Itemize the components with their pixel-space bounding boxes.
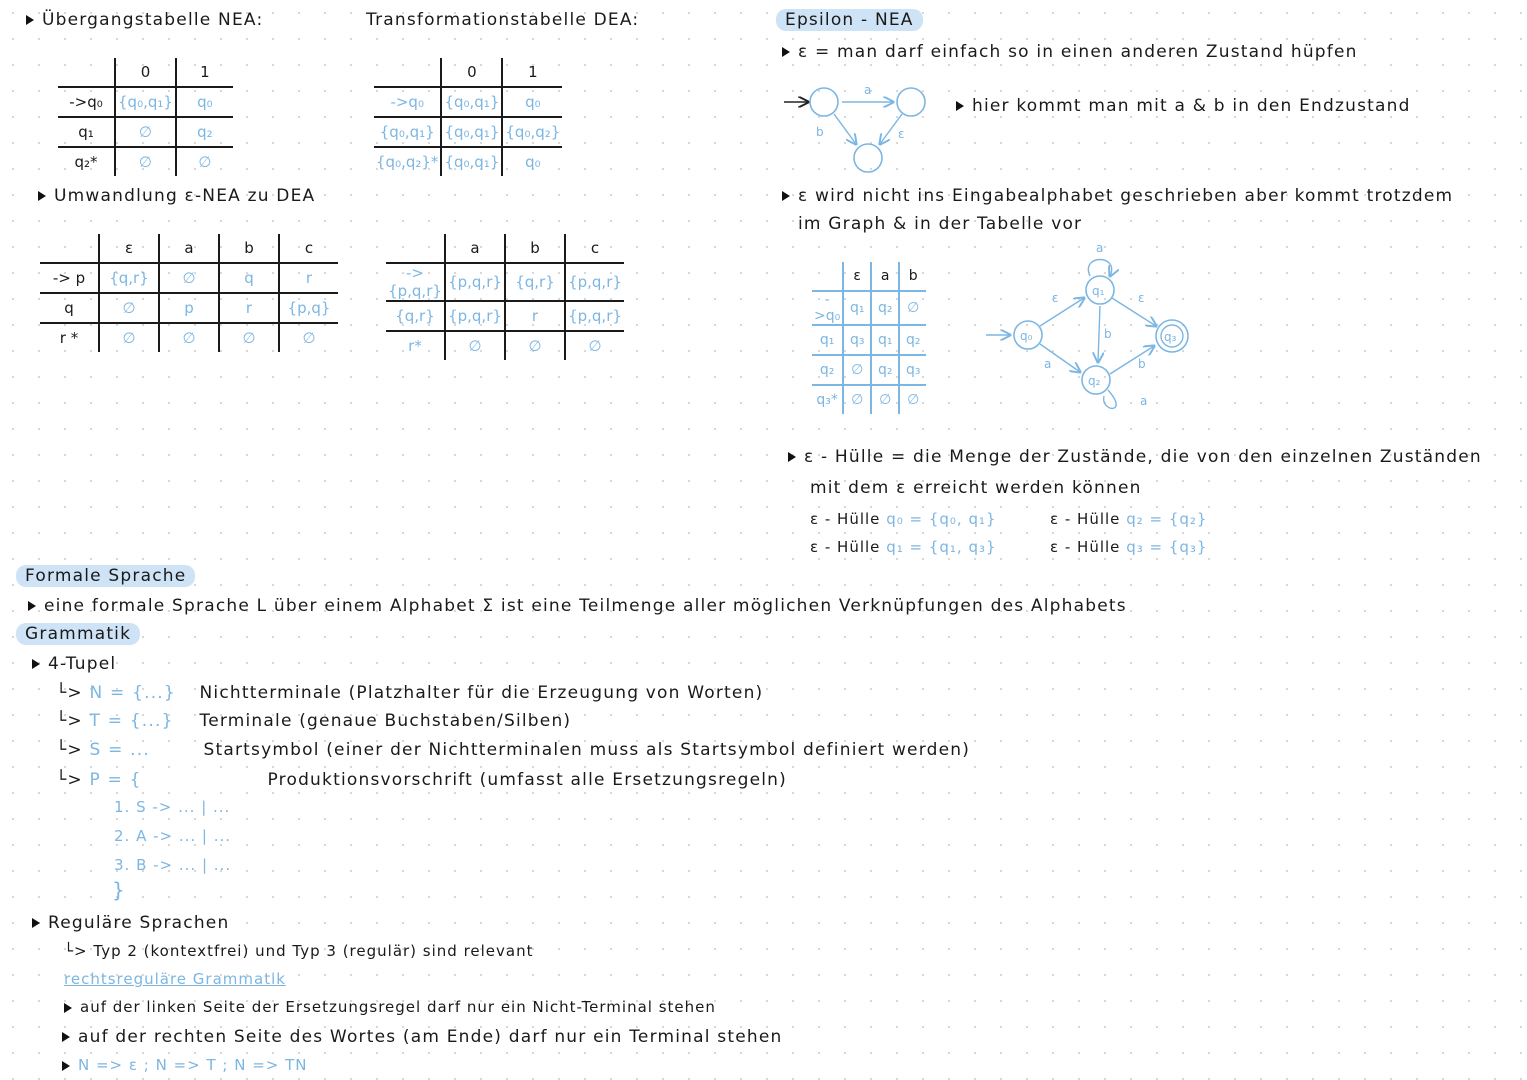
huelle-label: ε - Hülle xyxy=(1050,510,1121,528)
bullet-icon xyxy=(62,1032,70,1042)
regulaer-title xyxy=(32,913,229,933)
epsilon-line1-text: ε = man darf einfach so in einen anderen Zustand hüpfen xyxy=(798,42,1358,62)
enea-table xyxy=(40,234,338,352)
table-cell: {q₀,q₂}* xyxy=(374,147,441,176)
grammar-desc: Nichtterminale (Platzhalter für die Erzeugung von Worten) xyxy=(199,683,764,703)
regulaer-b3-text: N => ε ; N => T ; N => TN xyxy=(78,1056,308,1074)
table-row xyxy=(812,325,926,355)
conversion-title xyxy=(38,186,315,206)
table-cell: ->q₀ xyxy=(58,87,115,117)
regulaer-b1-text: auf der linken Seite der Ersetzungsregel darf nur ein Nicht-Terminal stehen xyxy=(80,998,716,1016)
table-cell: q₂ xyxy=(871,291,899,325)
huelle-label: ε - Hülle xyxy=(810,538,881,556)
label-eps: ε xyxy=(898,127,905,141)
loop-q1 xyxy=(1088,260,1111,277)
grammar-desc: Startsymbol (einer der Nichtterminalen muss als Startsymbol definiert werden) xyxy=(203,740,971,760)
table-header-cell xyxy=(40,234,99,263)
table-cell: q xyxy=(40,293,99,323)
table-cell: p xyxy=(159,293,219,323)
table-cell: {q₀,q₁} xyxy=(441,117,502,147)
table-header-cell xyxy=(374,58,441,87)
state-circle xyxy=(897,88,925,116)
nea-table xyxy=(58,58,233,176)
edge-q1-q2 xyxy=(1098,306,1100,362)
table-row xyxy=(58,87,233,117)
dea2-table xyxy=(386,234,624,360)
table-cell: ->q₀ xyxy=(812,291,843,325)
huelle-label: ε - Hülle xyxy=(1050,538,1121,556)
huelle-lhs: q₁ xyxy=(886,538,904,556)
table-header-cell: a xyxy=(159,234,219,263)
nea-title-text: Übergangstabelle NEA: xyxy=(42,10,264,30)
table-header-cell xyxy=(58,58,115,87)
table-header-cell: ε xyxy=(99,234,159,263)
label-b: b xyxy=(816,125,824,139)
table-header-cell: ε xyxy=(843,262,871,291)
huelle-rhs: {q₁, q₃} xyxy=(928,538,997,556)
bullet-icon xyxy=(782,191,790,201)
loop-q2 xyxy=(1104,390,1117,408)
node-q1-label: q₁ xyxy=(1092,284,1105,298)
grammar-symbol: P = { xyxy=(89,770,142,790)
grammar-item-n xyxy=(56,683,763,703)
bullet-icon xyxy=(62,1061,70,1071)
huelle-item-q2: ε - Hülle q₂ = {q₂} xyxy=(1050,510,1208,528)
table-cell: q₁ xyxy=(871,325,899,355)
table-cell: ∅ xyxy=(115,117,176,147)
rule-1: 1. S -> ... | ... xyxy=(114,798,231,816)
huelle-def2: mit dem ε erreicht werden können xyxy=(810,478,1142,498)
table-cell: {q₀,q₁} xyxy=(374,117,441,147)
bullet-icon xyxy=(782,47,790,57)
table-cell: ∅ xyxy=(302,329,316,347)
table-header-cell: 1 xyxy=(176,58,233,87)
node-q2-label: q₂ xyxy=(1088,374,1101,388)
grammar-item-t xyxy=(56,711,571,731)
rule-close: } xyxy=(112,878,126,902)
node-q3-label: q₃ xyxy=(1164,330,1177,344)
label-a-low: a xyxy=(1044,357,1052,371)
edge-q2-q3 xyxy=(1110,346,1154,374)
bullet-icon xyxy=(28,601,36,611)
tupel xyxy=(32,654,116,674)
label-eps2: ε xyxy=(1138,291,1145,305)
huelle-lhs: q₃ xyxy=(1126,538,1144,556)
table-header-row xyxy=(58,58,233,87)
table-cell: ∅ xyxy=(219,323,279,352)
conversion-title-text: Umwandlung ε-NEA zu DEA xyxy=(54,186,316,206)
formal-line-text: eine formale Sprache L über einem Alphabet Σ ist eine Teilmenge aller möglichen Verknüpfungen des Alphabets xyxy=(44,596,1127,616)
table-cell: {q,r} xyxy=(505,263,565,301)
edge-b xyxy=(834,114,856,144)
table-header-row xyxy=(40,234,338,263)
regulaer-title-text: Reguläre Sprachen xyxy=(48,913,230,933)
table-cell: ∅ xyxy=(445,331,505,360)
table-cell: {q₀,q₁} xyxy=(441,147,502,176)
grammar-desc: Produktionsvorschrift (umfasst alle Ersetzungsregeln) xyxy=(267,770,787,790)
arrow: └> xyxy=(56,740,83,760)
epsilon-line2 xyxy=(782,186,1453,206)
table-cell: ∅ xyxy=(505,331,565,360)
diagram-note-text: hier kommt man mit a & b in den Endzustand xyxy=(972,96,1411,116)
table-row xyxy=(812,291,926,325)
label-a: a xyxy=(864,83,872,97)
table-row xyxy=(40,293,338,323)
table-row xyxy=(374,117,562,147)
table-header-cell: c xyxy=(565,234,624,263)
rule-2: 2. A -> ... | ... xyxy=(114,827,232,845)
table-cell: q₃* xyxy=(812,385,843,414)
epsilon-line2a-text: ε wird nicht ins Eingabealphabet geschrieben aber kommt trotzdem xyxy=(798,186,1454,206)
table-cell: {q₀,q₁} xyxy=(115,87,176,117)
small-epsilon-diagram xyxy=(780,80,940,180)
table-cell: {q,r} xyxy=(386,301,445,331)
table-header-cell: b xyxy=(899,262,926,291)
table-cell: q₃ xyxy=(899,355,926,385)
bullet-icon xyxy=(64,1003,72,1013)
formal-title-text: Formale Sprache xyxy=(16,565,195,587)
arrow: └> xyxy=(56,770,83,790)
grammar-symbol: N = {...} xyxy=(89,683,176,703)
huelle-label: ε - Hülle xyxy=(810,510,881,528)
epsilon-title-text: Epsilon - NEA xyxy=(776,9,923,31)
grammatik-title xyxy=(16,624,140,644)
table-cell: {p,q} xyxy=(279,293,338,323)
table-cell: r * xyxy=(40,323,99,352)
dea-title: Transformationstabelle DEA: xyxy=(366,10,640,30)
tupel-text: 4-Tupel xyxy=(48,654,117,674)
grammar-symbol: T = {...} xyxy=(89,711,174,731)
bullet-icon xyxy=(38,191,46,201)
table-cell: {p,q,r} xyxy=(565,301,624,331)
table-cell: {p,q,r} xyxy=(445,301,505,331)
table-cell: {p,q,r} xyxy=(445,263,505,301)
grammar-item-p xyxy=(56,770,787,790)
table-cell: q₀ xyxy=(176,87,233,117)
table-cell: q₂ xyxy=(871,355,899,385)
huelle-lhs: q₂ xyxy=(1126,510,1144,528)
table-cell: ∅ xyxy=(588,337,602,355)
table-cell: q₂* xyxy=(58,147,115,176)
table-cell: ->{p,q,r} xyxy=(386,263,445,301)
grammatik-title-text: Grammatik xyxy=(16,623,140,645)
dea-table xyxy=(374,58,562,176)
diagram-note xyxy=(956,96,1411,116)
epsilon-line2b: im Graph & in der Tabelle vor xyxy=(798,214,1083,234)
formal-line xyxy=(28,596,1127,616)
table-row xyxy=(40,323,338,352)
label-a-loop2: a xyxy=(1140,394,1148,408)
table-cell: ∅ xyxy=(198,153,212,171)
table-cell: ∅ xyxy=(843,355,871,385)
table-row xyxy=(812,355,926,385)
table-header-cell xyxy=(812,262,843,291)
nea-title xyxy=(26,10,263,30)
table-row xyxy=(386,263,624,301)
huelle-lhs: q₀ xyxy=(886,510,904,528)
table-header-cell: b xyxy=(505,234,565,263)
table-cell: ∅ xyxy=(99,323,159,352)
label-b-low: b xyxy=(1138,357,1146,371)
table-cell: ∅ xyxy=(899,291,926,325)
arrow: └> xyxy=(56,711,83,731)
bullet-icon xyxy=(956,101,964,111)
table-cell: ∅ xyxy=(99,293,159,323)
huelle-def xyxy=(788,447,1482,467)
epsilon-table xyxy=(812,262,926,414)
table-cell: ∅ xyxy=(159,263,219,293)
table-header-cell: 0 xyxy=(115,58,176,87)
table-header-cell: b xyxy=(219,234,279,263)
table-header-cell: 1 xyxy=(502,58,562,87)
table-cell: {q₀,q₁} xyxy=(441,87,502,117)
node-q0-label: q₀ xyxy=(1020,329,1033,343)
huelle-item-q3: ε - Hülle q₃ = {q₃} xyxy=(1050,538,1208,556)
table-cell: q₂ xyxy=(812,355,843,385)
table-cell: ->q₀ xyxy=(374,87,441,117)
huelle-item-q1: ε - Hülle q₁ = {q₁, q₃} xyxy=(810,538,997,556)
table-row xyxy=(386,331,624,360)
table-cell: r* xyxy=(386,331,445,360)
table-header-cell xyxy=(386,234,445,263)
bullet-icon xyxy=(32,659,40,669)
table-cell: q₁ xyxy=(812,325,843,355)
table-header-cell: c xyxy=(279,234,338,263)
table-header-row xyxy=(386,234,624,263)
state-circle xyxy=(810,88,838,116)
epsilon-title xyxy=(776,10,923,30)
table-row xyxy=(812,385,926,414)
table-cell: q₁ xyxy=(843,291,871,325)
formal-title xyxy=(16,566,195,586)
table-cell: {p,q,r} xyxy=(565,263,624,301)
regulaer-b1 xyxy=(64,998,716,1016)
edge-q1-q3 xyxy=(1112,298,1156,326)
huelle-def1-text: ε - Hülle = die Menge der Zustände, die von den einzelnen Zuständen xyxy=(804,447,1482,467)
table-cell: q₃ xyxy=(843,325,871,355)
table-header-cell: a xyxy=(871,262,899,291)
table-cell: q₂ xyxy=(899,325,926,355)
grammar-desc: Terminale (genaue Buchstaben/Silben) xyxy=(199,711,572,731)
label-eps1: ε xyxy=(1052,291,1059,305)
table-cell: r xyxy=(219,293,279,323)
table-cell: ∅ xyxy=(115,147,176,176)
table-row xyxy=(58,117,233,147)
regulaer-b3 xyxy=(62,1056,308,1074)
table-cell: ∅ xyxy=(871,385,899,414)
table-cell: ∅ xyxy=(159,323,219,352)
table-header-row xyxy=(374,58,562,87)
table-cell: q₀ xyxy=(502,87,562,117)
table-row xyxy=(386,301,624,331)
table-cell: {q,r} xyxy=(99,263,159,293)
huelle-rhs: {q₂} xyxy=(1168,510,1208,528)
table-cell: {q₀,q₂} xyxy=(502,117,562,147)
grammar-item-s xyxy=(56,740,970,760)
state-circle xyxy=(854,144,882,172)
bullet-icon xyxy=(32,918,40,928)
table-cell: ∅ xyxy=(907,392,920,408)
table-cell: q₂ xyxy=(176,117,233,147)
huelle-rhs: {q₀, q₁} xyxy=(928,510,997,528)
table-cell: q₀ xyxy=(525,153,541,171)
table-cell: -> p xyxy=(40,263,99,293)
label-a-loop1: a xyxy=(1096,241,1104,255)
table-header-row xyxy=(812,262,926,291)
epsilon-graph xyxy=(980,240,1210,415)
bullet-icon xyxy=(26,15,34,25)
table-header-cell: a xyxy=(445,234,505,263)
arrow: └> xyxy=(56,683,83,703)
table-cell: r xyxy=(279,263,338,293)
grammar-symbol: S = ... xyxy=(89,740,150,760)
huelle-item-q0: ε - Hülle q₀ = {q₀, q₁} xyxy=(810,510,997,528)
bullet-icon xyxy=(788,452,796,462)
table-header-cell: 0 xyxy=(441,58,502,87)
regulaer-b2 xyxy=(62,1027,782,1047)
table-row xyxy=(374,147,562,176)
label-b-mid: b xyxy=(1104,327,1112,341)
edge-q0-q1 xyxy=(1040,298,1084,326)
table-row xyxy=(40,263,338,293)
table-row xyxy=(58,147,233,176)
rule-3: 3. B -> ... | ... xyxy=(114,856,232,874)
table-cell: ∅ xyxy=(843,385,871,414)
table-row xyxy=(374,87,562,117)
epsilon-line1 xyxy=(782,42,1358,62)
table-cell: q₁ xyxy=(58,117,115,147)
rechtsregulaer-link: rechtsreguläre Grammatik xyxy=(64,970,286,988)
regulaer-sub: └> Typ 2 (kontextfrei) und Typ 3 (regulär) sind relevant xyxy=(64,942,534,960)
huelle-rhs: {q₃} xyxy=(1168,538,1208,556)
table-cell: q xyxy=(219,263,279,293)
regulaer-b2-text: auf der rechten Seite des Wortes (am Ende) darf nur ein Terminal stehen xyxy=(78,1027,783,1047)
table-cell: r xyxy=(505,301,565,331)
